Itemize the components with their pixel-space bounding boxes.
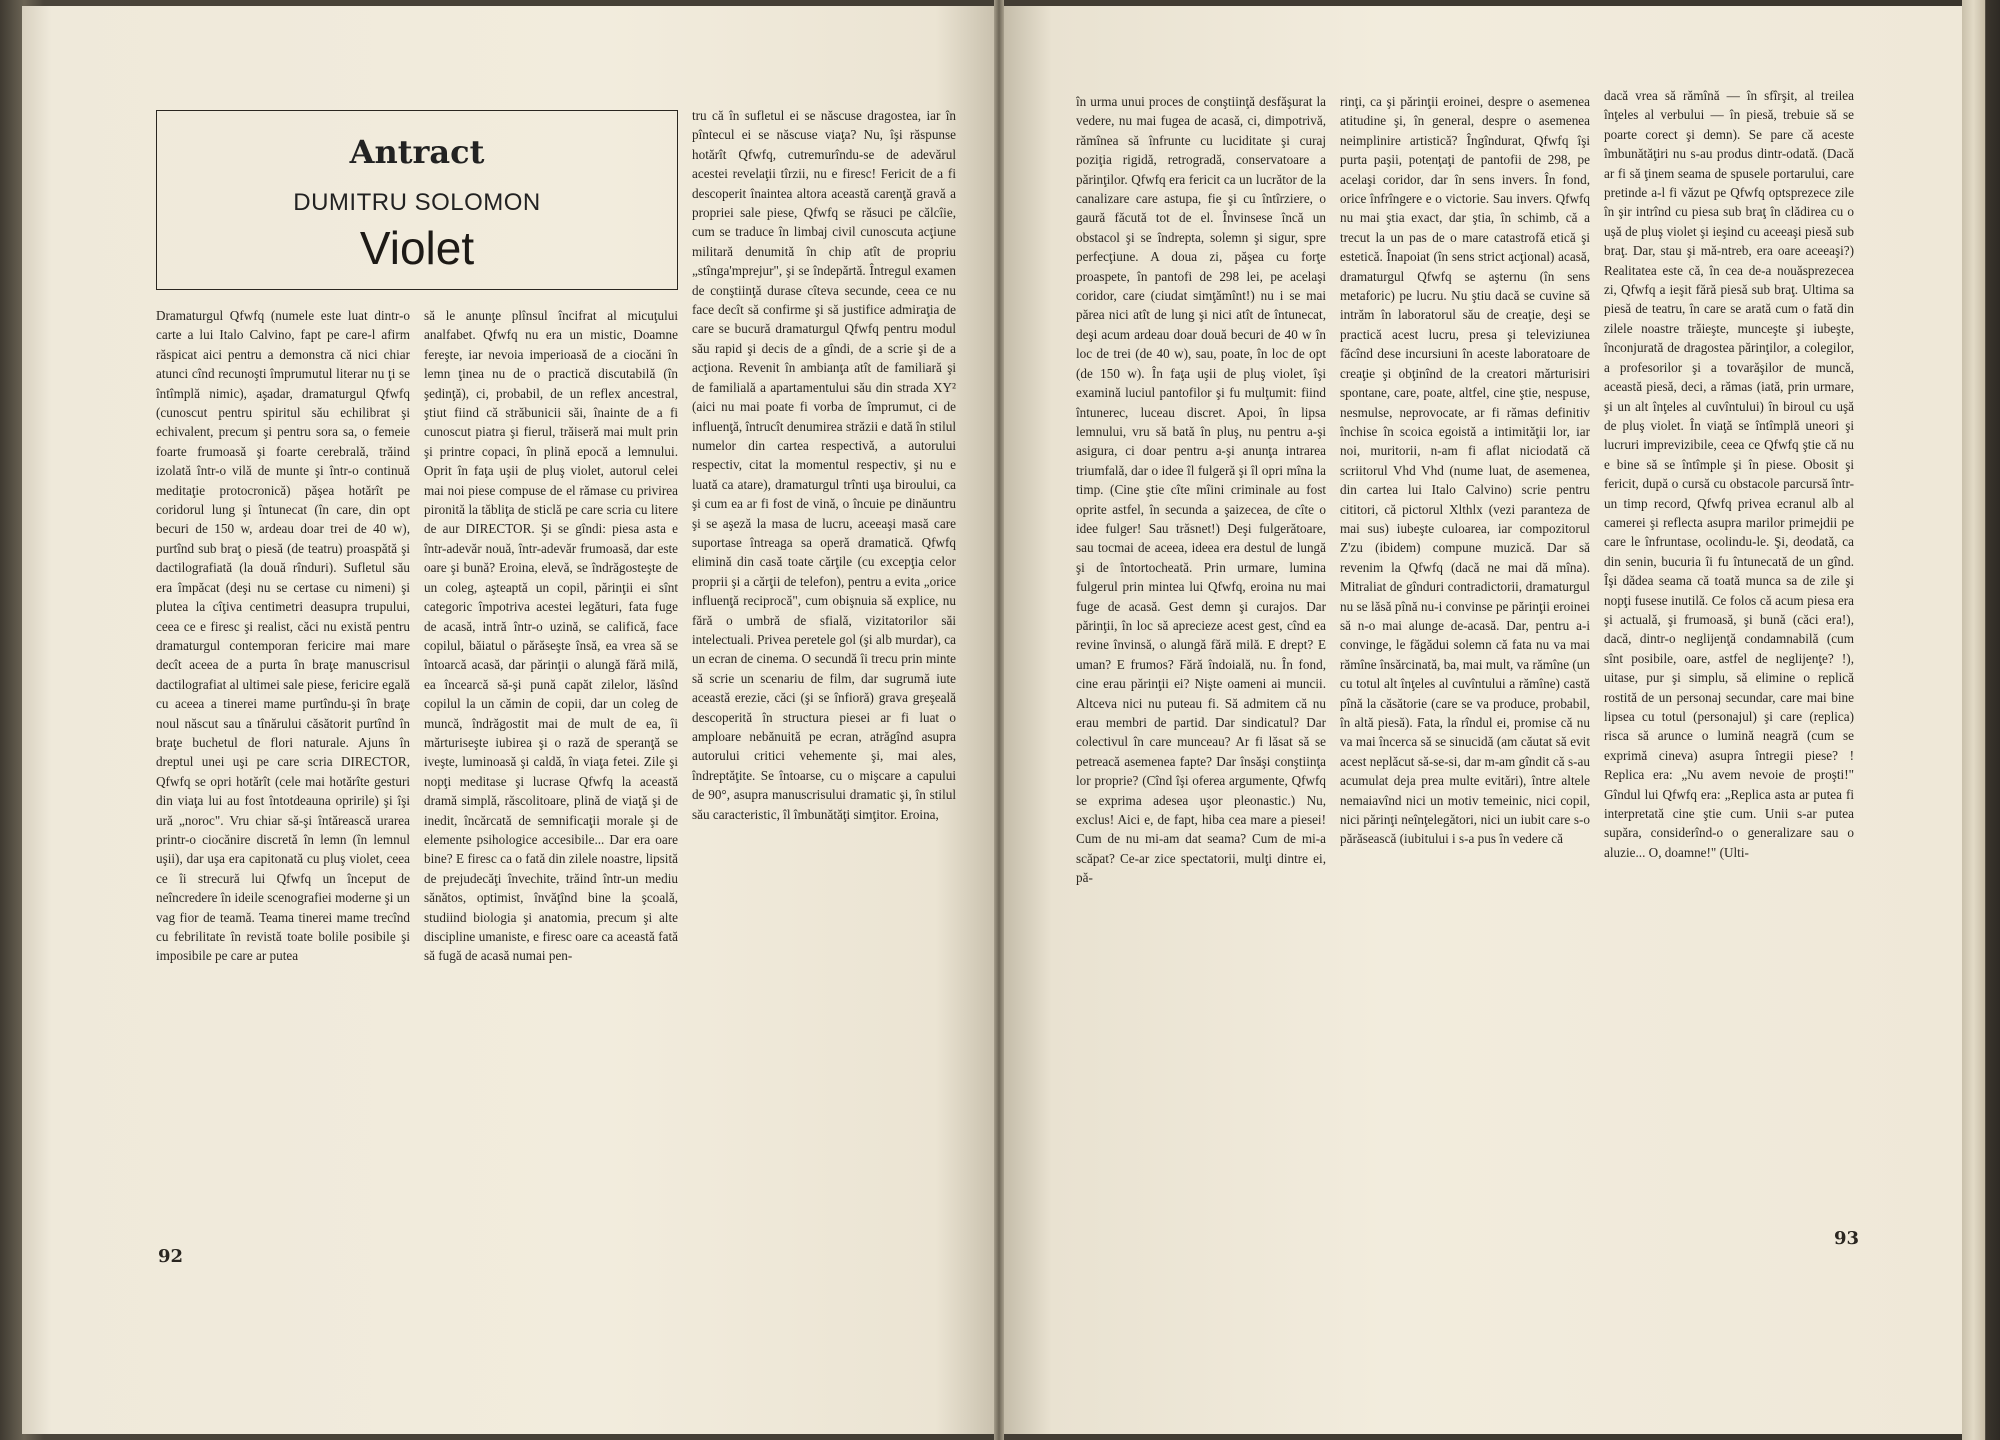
text-column-2: să le anunţe plînsul încifrat al micuţului analfabet. Qfwfq nu era un mistic, Doamne fereşte, iar nevoia imperioasă de a ciocăni în lemn ţinea nu de o practică discutabilă (în şedinţă), ci, probabil, de un reflex ancestral, ştiut fiind că străbunicii săi, înainte de a fi cunoscut piatra şi fierul, trăiseră mai mult prin şi printre copaci, în plină epocă a lemnului. Oprit în faţa uşii de pluş violet, autorul celei mai noi piese compuse de el rămase cu privirea pironită la tăbliţa de sticlă pe care scria cu litere de aur DIRECTOR. Şi se gîndi: piesa asta e într-adevăr nouă, într-adevăr frumoasă, dar este oare şi bună? Eroina, elevă, se îndrăgosteşte de un coleg, aşteaptă un copil, părinţii ei sînt categoric împotriva acestei legături, fata fuge de acasă, intră într-o uzină, se califică, face copilul, băiatul o părăseşte însă, ea vrea să se întoarcă acasă, dar părinţii o alungă fără milă, ea încearcă să-şi pună capăt zilelor, lăsînd copilul la un cămin de copii, dar un coleg de muncă, îndrăgostit mai de mult de ea, îi mărturiseşte iubirea şi o rază de speranţă se iveşte, luminoasă şi caldă, în viaţa fetei. Zile şi nopţi meditase şi lucrase Qfwfq la această dramă simplă, răscolitoare, plină de viaţă şi de inedit, încărcată de semnificaţii morale şi de elemente psihologice accesibile... Dar era oare bine? E firesc ca o fată din zilele noastre, lipsită de prejudecăţi învechite, trăind într-un mediu sănătos, optimist, învăţînd bine la şcoală, studiind biologia şi anatomia, precum şi alte discipline umaniste, e firesc oare ca această fată să fugă de acasă numai pen-	[424, 308, 678, 964]
text-column-4: în urma unui proces de conştiinţă desfăşurat la vedere, nu mai fugea de acasă, ci, dimpotrivă, rămînea să înfrunte cu luciditate şi curaj poziţia rigidă, retrogradă, conservatoare a părinţilor. Qfwfq era fericit ca un lucrător de la canalizare care astupa, fie şi cu întîrziere, o gaură făcută tot de el. Învinsese încă un obstacol şi se îndrepta, solemn şi sigur, spre perfecţiune. A doua zi, păşea cu forţe proaspete, în pantofi de 298 lei, pe acelaşi coridor, care (ciudat simţămînt!) nu i se mai părea nici atît de lung şi nici atît de întunecat, deşi acum ardeau doar două becuri de 40 w în loc de trei (de 40 w), sau, poate, în loc de opt (de 150 w). În faţa uşii de pluş violet, îşi examină luciul pantofilor şi fu mulţumit: fiind întunerec, luceau discret. Apoi, în lipsa lemnului, vru să bată în pluş, nu pentru a-şi asigura, ci doar pentru a-şi anunţa intrarea triumfală, dar o idee îl fulgeră şi îl opri mîna la timp. (Cine ştie cîte mîini criminale au fost oprite astfel, în secunda a şaizecea, de cîte o idee fulger! Sau trăsnet!) Deşi fulgerătoare, sau tocmai de aceea, ideea era destul de lungă şi de întortocheată. Prin urmare, lumina fulgerul prin mintea lui Qfwfq, eroina nu mai fuge de acasă. Gest demn şi curajos. Dar părinţii, în loc să aprecieze acest gest, cînd ea revine învinsă, o alungă fără milă. E drept? E uman? E frumos? Fără îndoială, nu. În fond, cine erau părinţii ei? Nişte oameni ai muncii. Altceva nici nu puteau fi. Să admitem că nu erau membri de partid. Dar sindicatul? Dar colectivul în care munceau? Ar fi lăsat să se petreacă asemenea fapte? Dar însăşi conştiinţa lor proprie? (Cînd îşi oferea argumente, Qfwfq se exprima adesea uşor pleonastic.) Nu, exclus! Aici e, de fapt, hiba cea mare a piesei! Cum de nu mi-am dat seama? Cum de mi-a scăpat? Ce-ar zice spectatorii, mulţi dintre ei, pă-	[1076, 94, 1326, 886]
book-edge	[1962, 0, 2000, 1440]
left-page	[22, 6, 994, 1434]
text-column-6: dacă vrea să rămînă — în sfîrşit, al treilea înţeles al verbului — în piesă, trebuie să se poarte corect şi demn). Se pare că aceste îmbunătăţiri nu s-au produs dintr-odată. (Dacă ar fi să ţinem seama de spusele portarului, care pretinde a-l fi văzut pe Qfwfq optsprezece zile în şir intrînd cu piesa sub braţ în clădirea cu o uşă de pluş violet şi ieşind cu aceeaşi piesă sub braţ. Dar, stau şi mă-ntreb, era oare aceeaşi?) Realitatea este că, în cea de-a nouăsprezecea zi, Qfwfq a ieşit fără piesă sub braţ. Ultima sa piesă de teatru, în care se arată cum o fată din zilele noastre trăieşte, munceşte şi iubeşte, înconjurată de dragostea părinţilor, a colegilor, a profesorilor şi a tovarăşilor de muncă, această piesă, deci, a rămas (iată, prin urmare, şi un alt înţeles al cuvîntului) în biroul cu uşă de pluş violet. În viaţă se întîmplă uneori şi lucruri imprevizibile, ceea ce Qfwfq ştie că nu e bine să se întîmple şi în piese. Obosit şi fericit, după o cursă cu obstacole parcursă într-un timp record, Qfwfq privea ecranul alb al camerei şi reflecta asupra marilor primejdii pe care le înfruntase, ocolindu-le. Şi, deodată, ca din senin, bucuria îi fu întunecată de un gînd. Îşi dădea seama că toată munca sa de zile şi nopţi fusese inutilă. Ce folos că acum piesa era şi actuală, şi frumoasă, şi bună (căci era!), dacă, dintr-o neglijenţă condamnabilă (cum sînt posibile, oare, astfel de neglijenţe? !), uitase, pur şi simplu, să elimine o replică rostită de un personaj secundar, care mai bine lipsea cu totul (personajul) şi care (replica) risca să arunce o lumină neagră (cum se exprimă cineva) asupra întregii piese? ! Replica era: „Nu avem nevoie de proşti!" Gîndul lui Qfwfq era: „Replica asta ar putea fi interpretată cine ştie cum. Unii s-ar putea supăra, considerînd-o o generalizare sau o aluzie... O, doamne!" (Ulti-	[1604, 88, 1854, 860]
author-name: DUMITRU SOLOMON	[293, 189, 541, 216]
text-column-1: Dramaturgul Qfwfq (numele este luat dintr-o carte a lui Italo Calvino, fapt pe care-l afirm răspicat aici pentru a demonstra că nici chiar atunci cînd recunoşti împrumutul literar nu ţi se întîmplă nimic), aşadar, dramaturgul Qfwfq (cunoscut pentru spiritul său echilibrat şi echivalent, precum şi pentru sora sa, o femeie foarte frumoasă şi foarte cerebrală, trăind izolată într-o vilă de munte şi într-o continuă meditaţie protocronică) păşea hotărît pe coridorul lung şi întunecat (în care, din opt becuri de 150 w, ardeau doar trei de 40 w), purtînd sub braţ o piesă (de teatru) proaspătă şi dactilografiată (la două rînduri). Sufletul său era împăcat (deşi nu se certase cu nimeni) şi plutea la cîţiva centimetri deasupra trupului, ceea ce e firesc şi realist, căci nu există pentru dramaturgul contemporan fericire mai mare decît aceea de a purta în braţe manuscrisul dactilografiat al ultimei sale piese, fericire egală cu aceea a tinerei mame purtîndu-şi în braţe noul născut sau a tînărului căsătorit purtînd în braţe buchetul de flori naturale. Ajuns în dreptul unei uşi pe care scria DIRECTOR, Qfwfq se opri hotărît (cele mai hotărîte gesturi din viaţa lui au fost întotdeauna opririle) şi îşi ură „noroc". Vru chiar să-şi întărească urarea printr-o ciocănire discretă în lemn (în lemnul uşii), dar uşa era capitonată cu pluş violet, ceea ce îi strecură lui Qfwfq un început de neîncredere în ideile scenografiei moderne şi un vag fior de teamă. Teama tinerei mame trecînd cu febrilitate în revistă toate bolile posibile şi imposibile pe care ar putea	[156, 308, 410, 964]
page-number-right: 93	[1834, 1228, 1860, 1249]
book-gutter	[994, 0, 1004, 1440]
play-title: Violet	[359, 222, 475, 274]
title-block	[156, 110, 678, 290]
text-column-5: rinţi, ca şi părinţii eroinei, despre o asemenea atitudine şi, în general, despre o asemenea neimplinire artistică? Îngîndurat, Qfwfq îşi purta paşii, potenţaţi de pantofii de 298, pe acelaşi coridor, dar în sens invers. În fond, orice înfrîngere e o victorie. Sau invers. Qfwfq nu mai ştia exact, dar ştia, în schimb, că a trecut la un pas de o mare catastrofă etică şi estetică. Înapoiat (în sens strict acţional) acasă, dramaturgul Qfwfq se aşternu (în sens metaforic) pe lucru. Nu ştiu dacă se cuvine să intrăm în laboratorul său de creaţie, deşi se practică acest lucru, presa şi televiziunea făcînd dese incursiuni în aceste laboratoare de creaţie şi obţinînd de la creatori mărturisiri spontane, care, poate, altfel, cine ştie, nespuse, nesmulse, neprovocate, ar fi rămas definitiv închise în scoica egoistă a intimităţii lor, iar noi, muritorii, n-am fi aflat niciodată că scriitorul Vhd Vhd (nume luat, de asemenea, din cartea lui Italo Calvino) scrie pentru cititori, că pictorul Xlthlx (vezi paranteza de mai sus) iubeşte culoarea, iar compozitorul Z'zu (ibidem) compune muzică. Dar să revenim la Qfwfq (dacă ne mai dă mîna). Mitraliat de gînduri contradictorii, dramaturgul nu se lăsă pînă nu-i convinse pe părinţii eroinei să n-o mai alunge de-acasă. Dar, pentru a-i convinge, le făgădui solemn că fata nu va mai rămîne însărcinată, ba, mai mult, va rămîne (un cu totul alt înţeles al cuvîntului a rămîne) castă pînă la căsătorie (care se va produce, probabil, în altă piesă). Fata, la rîndul ei, promise că nu va mai încerca să se sinucidă (am căutat să evit acest neplăcut să-se-si, dar m-am gîndit că s-au acumulat deja prea multe evitări), între altele nemaiavînd nici un motiv temeinic, nici copil, nici părinţi neînţelegători, nici un iubit care s-o părăsească (iubitului i s-a pus în vedere că	[1340, 94, 1590, 847]
section-title: Antract	[349, 133, 485, 171]
right-page	[1004, 6, 1962, 1434]
text-column-3: tru că în sufletul ei se născuse dragostea, iar în pîntecul ei se născuse viaţa? Nu, îşi răspunse hotărît Qfwfq, cutremurîndu-se de adevărul acestei revelaţii tîrzii, nu e firesc! Fericit de a fi descoperit înaintea altora această carenţă gravă a propriei sale piese, Qfwfq se răsuci pe călcîie, cum se traduce în limbaj civil cunoscuta acţiune militară denumită în chip atît de propriu „stînga'mprejur", şi se îndepărtă. Întregul examen de conştiinţă durase cîteva secunde, ceea ce nu face decît să confirme şi să justifice admiraţia de care se bucură dramaturgul Qfwfq pentru modul său rapid şi decis de a gîndi, de a scrie şi de a acţiona. Revenit în ambianţa atît de familiară şi de familială a apartamentului său din strada XY² (aici nu mai poate fi vorba de împrumut, ci de influenţă, întrucît denumirea străzii e dată în stilul numelor din cartea respectivă, a autorului respectiv, citat la momentul respectiv, şi nu e luată ca atare), dramaturgul trînti uşa biroului, ca şi cum ea ar fi fost de vină, o încuie pe dinăuntru şi se aşeză la masa de lucru, aceeaşi masă care suportase întreaga sa operă dramatică. Qfwfq elimină din casă toate cărţile (cu excepţia celor proprii şi a cărţii de telefon), pentru a evita „orice influenţă reciprocă", cum obişnuia să explice, nu fără o umbră de sfială, vizitatorilor săi intelectuali. Privea peretele gol (şi alb murdar), ca un ecran de cinema. O secundă îi trecu prin minte să scrie un scenariu de film, dar sugrumă iute această erezie, căci (şi se înfioră) grava greşeală descoperită în structura piesei ar fi luat o amploare nebănuită pe ecran, atrăgînd asupra autorului critici vehemente şi, mai ales, îndreptăţite. Se întoarse, cu o mişcare a capului de 90°, asupra manuscrisului dramatic şi, în stilul său caracteristic, îl îmbunătăţi simţitor. Eroina,	[692, 108, 956, 822]
page-number-left: 92	[158, 1246, 184, 1267]
